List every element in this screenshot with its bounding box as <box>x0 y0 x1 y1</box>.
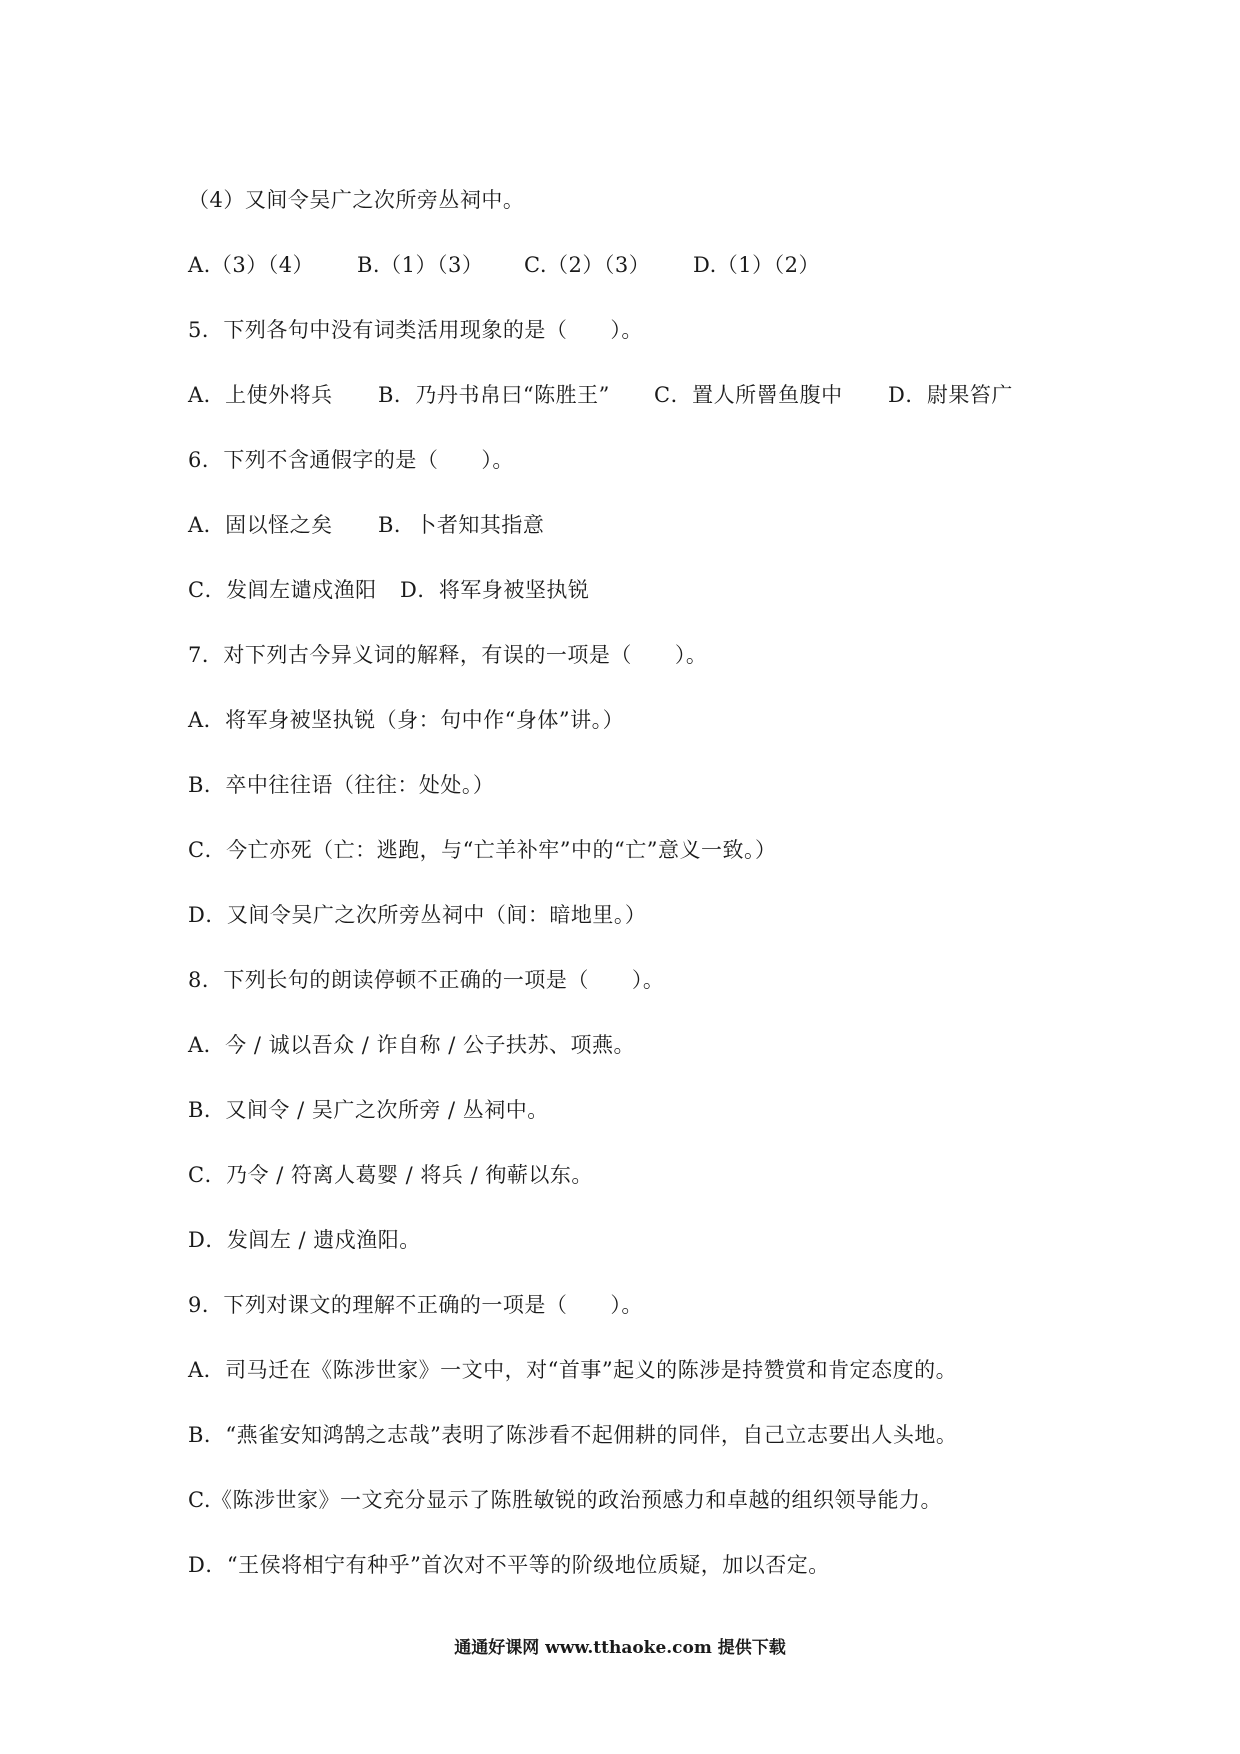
page-footer: 通通好课网 www.tthaoke.com 提供下载 <box>454 1638 786 1658</box>
q6-option-d: D．将军身被坚执锐 <box>400 578 590 602</box>
q6-option-c: C．发闾左谴戍渔阳 <box>188 578 377 602</box>
q7-option-b: B．卒中往往语（往往：处处。） <box>188 773 495 797</box>
q7-option-c: C．今亡亦死（亡：逃跑，与“亡羊补牢”中的“亡”意义一致。） <box>188 838 777 862</box>
q7-option-a: A．将军身被坚执锐（身：句中作“身体”讲。） <box>188 708 625 732</box>
q9-option-c: C.《陈涉世家》一文充分显示了陈胜敏锐的政治预感力和卓越的组织领导能力。 <box>188 1488 942 1512</box>
q8-option-a: A．今 / 诚以吾众 / 诈自称 / 公子扶苏、项燕。 <box>188 1033 635 1057</box>
question-5: 5．下列各句中没有词类活用现象的是（ ）。 <box>188 318 643 342</box>
q4-option-c: C.（2）（3） <box>524 253 651 277</box>
q8-option-c: C．乃令 / 符离人葛婴 / 将兵 / 徇蕲以东。 <box>188 1163 593 1187</box>
q6-option-b: B．卜者知其指意 <box>378 513 545 537</box>
q5-option-d: D．尉果笞广 <box>888 383 1013 407</box>
question-8: 8．下列长句的朗读停顿不正确的一项是（ ）。 <box>188 968 665 992</box>
q8-option-d: D．发闾左 / 遗戍渔阳。 <box>188 1228 421 1252</box>
q4-option-a: A.（3）（4） <box>188 253 315 277</box>
q4-option-d: D.（1）（2） <box>693 253 820 277</box>
question-7: 7．对下列古今异义词的解释，有误的一项是（ ）。 <box>188 643 708 667</box>
q5-option-b: B．乃丹书帛曰“陈胜王” <box>378 383 610 407</box>
q4-option-b: B.（1）（3） <box>357 253 484 277</box>
question-9: 9．下列对课文的理解不正确的一项是（ ）。 <box>188 1293 643 1317</box>
q8-option-b: B．又间令 / 吴广之次所旁 / 丛祠中。 <box>188 1098 549 1122</box>
q5-option-c: C．置人所罾鱼腹中 <box>654 383 843 407</box>
q6-option-a: A．固以怪之矣 <box>188 513 333 537</box>
question-6: 6．下列不含通假字的是（ ）。 <box>188 448 514 472</box>
q9-option-d: D．“王侯将相宁有种乎”首次对不平等的阶级地位质疑，加以否定。 <box>188 1553 830 1577</box>
q9-option-a: A．司马迁在《陈涉世家》一文中，对“首事”起义的陈涉是持赞赏和肯定态度的。 <box>188 1358 958 1382</box>
q4-item-4: （4）又间令吴广之次所旁丛祠中。 <box>188 188 525 212</box>
q5-option-a: A．上使外将兵 <box>188 383 333 407</box>
q9-option-b: B．“燕雀安知鸿鹄之志哉”表明了陈涉看不起佣耕的同伴，自己立志要出人头地。 <box>188 1423 958 1447</box>
q7-option-d: D．又间令吴广之次所旁丛祠中（间：暗地里。） <box>188 903 647 927</box>
